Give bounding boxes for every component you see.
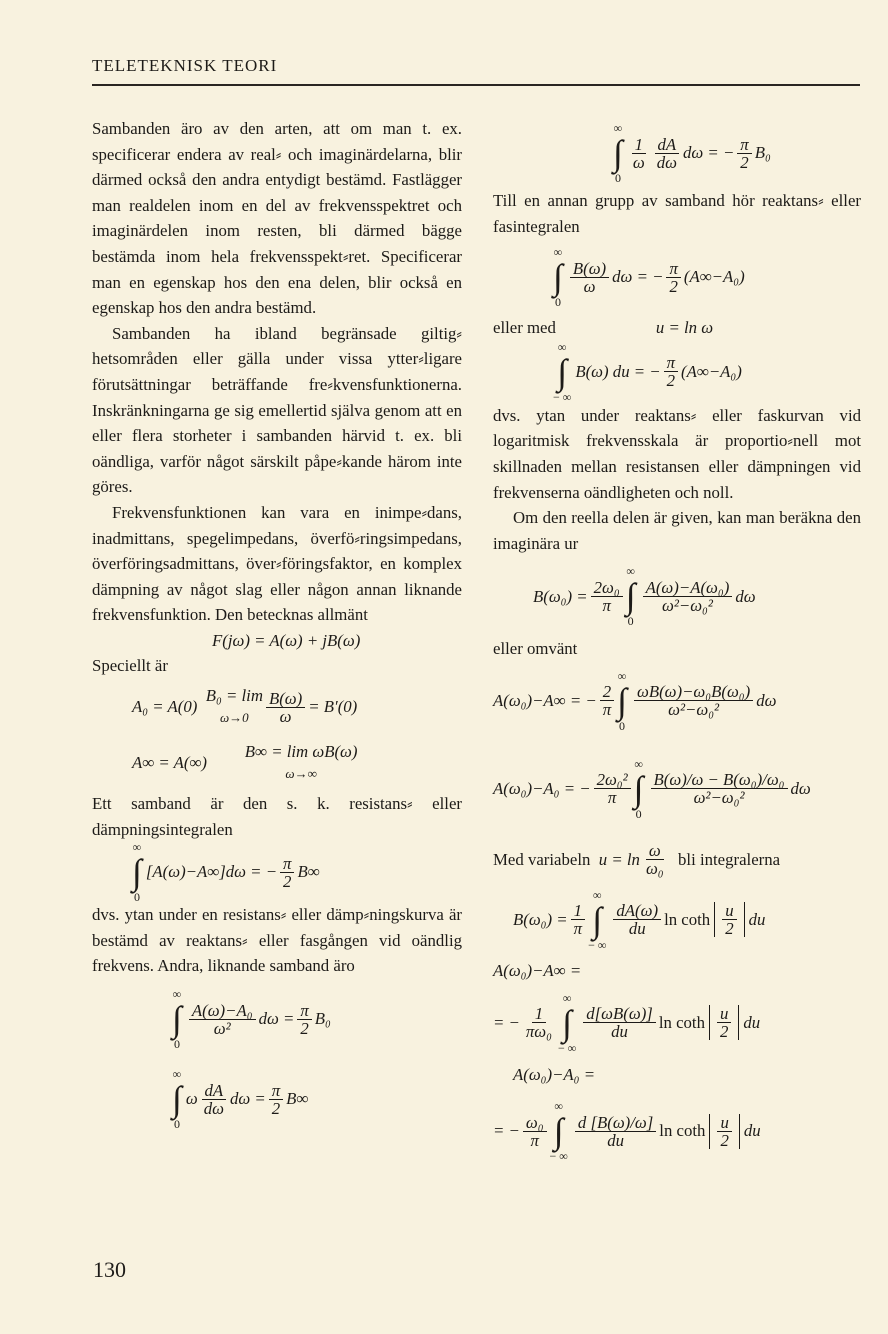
paragraph: dvs. ytan under en resistans⸗ eller dämp⸗ningskurva är bestämd av reaktans⸗ eller fasgången vid oändlig frekvens. Andra, liknande samband äro [92, 905, 462, 976]
paragraph: Till en annan grupp av samband hör reaktans⸗ eller fasintegralen [493, 191, 861, 236]
paragraph: Sambanden äro av den arten, att om man t. ex. specificerar endera av real⸗ och imaginärdelarna, blir därmed också den andra entydigt bestämd. Fastlägger man realdelen inom en del av frekvensspektret och imaginärdelen inom resten, bli därmed bägge bestämda inom hela frekvensspekt⸗ret. Specificerar man en egenskap hos den ena delen, blir också en egenskap hos den andra bestämd. [92, 119, 462, 318]
right-column [493, 118, 861, 1175]
equation: ∞ ∫ 0 $\frac{\text{A(ω)−A₀}}{\text{ω²}}$ dω = $\frac{\pi}{2}$ B₀ [172, 987, 331, 1052]
equation: eller med u = ln ω [493, 318, 714, 338]
equation: A(ω₀)−A∞ = [493, 960, 582, 980]
equation: B(ω₀) = $\frac{1}{\pi}$ ∞ ∫ − ∞ $\frac{dA(\omega)}{du}$ ln coth $\frac{u}{2}$ du [513, 887, 766, 952]
equation: ∞ ∫ 0 ω $\frac{dA}{d\omega}$ dω = $\frac{\pi}{2}$ B∞ [172, 1067, 309, 1132]
paragraph: Ett samband är den s. k. resistans⸗ eller dämpningsintegralen [92, 794, 462, 839]
equation: A₀ = A(0) B₀ = lim ω→0 $\frac{B(\omega)}{\omega}$ = B′(0) [132, 686, 358, 726]
equation: A∞ = A(∞) B∞ = lim ωB(ω) ω→∞ [132, 742, 358, 782]
equation: ∞ ∫ 0 [A(ω)−A∞]dω = − $\frac{\pi}{2}$ B∞ [132, 840, 320, 905]
equation: B(ω₀) = $\frac{\text{2ω₀}}{\pi}$ ∞ ∫ 0 $\frac{\text{A(ω)−A(ω₀)}}{\text{ω²−ω₀²}}$ dω [533, 564, 756, 629]
left-column [92, 116, 462, 1139]
equation: A(ω₀)−A₀ = [513, 1064, 596, 1084]
equation: Med variabeln u = ln $\frac{\omega}{\text{ω₀}}$ bli integralerna [493, 841, 781, 879]
equation: = − $\frac{1}{\text{πω₀}}$ ∞ ∫ − ∞ $\frac{d[\omega B(\omega)]}{du}$ ln coth $\frac{u}{2}$ du [493, 990, 761, 1055]
equation: A(ω₀)−A∞ = − $\frac{2}{\pi}$ ∞ ∫ 0 $\frac{\text{ωB(ω)−ω₀B(ω₀)}}{\text{ω²−ω₀²}}$ dω [493, 668, 777, 733]
page-number: 130 [93, 1257, 126, 1282]
equation: ∞ ∫ − ∞ B(ω) du = − $\frac{\pi}{2}$ (A∞−A₀) [553, 339, 742, 404]
paragraph: dvs. ytan under reaktans⸗ eller faskurvan vid logaritmisk frekvensskala är proportio⸗nell mot skillnaden mellan resistansen eller dämpningen vid frekvenserna oändligheten och noll. [493, 405, 861, 502]
equation: ∞ ∫ 0 $\frac{B(\omega)}{\omega}$ dω = − $\frac{\pi}{2}$ (A∞−A₀) [553, 245, 745, 310]
paragraph: eller omvänt [493, 639, 578, 659]
running-head: TELETEKNISK TEORI [92, 56, 278, 75]
paragraph: Frekvensfunktionen kan vara en inimpe⸗dans, inadmittans, spegelimpedans, överfö⸗ringsimpedans, överföringsadmittans, över⸗föringsfaktor, en komplex dämpning av något slag eller någon annan liknande frekvensfunktion. Den betecknas allmänt [92, 502, 462, 625]
equation: F(jω) = A(ω) + jB(ω) [212, 630, 361, 650]
paragraph: Sambanden ha ibland begränsade giltig⸗hetsområden eller gälla under vissa ytter⸗ligare förutsättningar beträffande fre⸗kvensfunktionerna. Inskränkningarna ge sig emellertid själva genom att en eller flera storheter i sambanden härvid t. ex. bli oändliga, varför något särskilt påpe⸗kande härom inte göres. [92, 323, 462, 497]
header-rule [92, 84, 860, 86]
paragraph: Speciellt är [92, 656, 168, 676]
equation: = − $\frac{\text{ω₀}}{\pi}$ ∞ ∫ − ∞ $\frac{d [B(\omega)/\omega]}{du}$ ln coth $\frac{u}{2}$ du [493, 1099, 761, 1164]
equation: ∞ ∫ 0 $\frac{1}{\omega}$ $\frac{dA}{d\omega}$ dω = − $\frac{\pi}{2}$ B₀ [613, 121, 771, 185]
equation: A(ω₀)−A₀ = − $\frac{\text{2ω₀²}}{\pi}$ ∞ ∫ 0 $\frac{\text{B(ω)/ω − B(ω₀)/ω₀}}{\text{ω²−ω₀²}}$ dω [493, 756, 811, 821]
paragraph: Om den reella delen är given, kan man beräkna den imaginära ur [493, 508, 861, 553]
